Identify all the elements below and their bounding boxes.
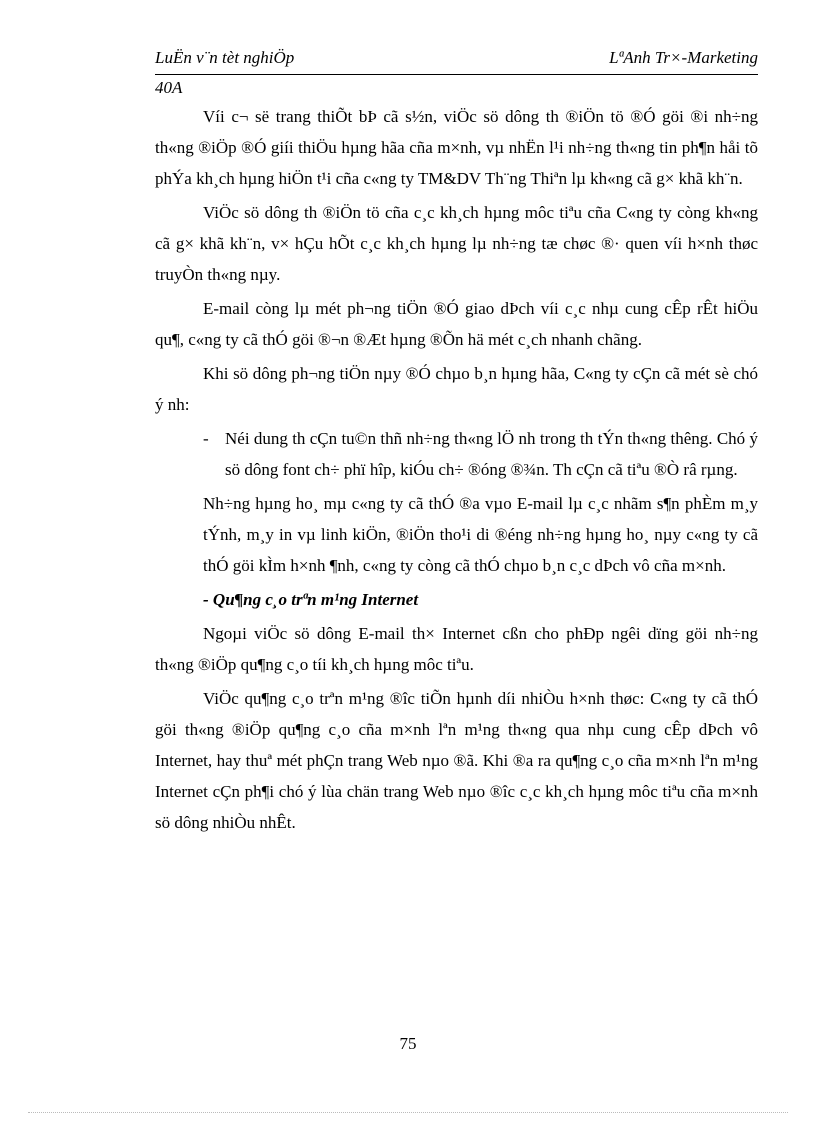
paragraph-5: Ngoµi viÖc sö dông E-mail th× Internet cßn cho phÐp ngêi dïng göi nh÷ng th«ng ®iÖp qu¶ng c¸o tíi kh¸ch hµng môc tiªu.: [155, 624, 758, 674]
bullet-dash: -: [203, 429, 209, 448]
body-text: [155, 101, 758, 841]
section-subheading: - Qu¶ng c¸o trªn m¹ng Internet: [203, 590, 419, 609]
running-header-continuation: 40A: [155, 78, 183, 97]
paragraph-continuation: Nh÷ng hµng ho¸ mµ c«ng ty cã thÓ ®a vµo E-mail lµ c¸c nhãm s¶n phÈm m¸y tÝnh, m¸y in vµ linh kiÖn, ®iÖn tho¹i di ®éng nh÷ng hµng ho¸ nµy c«ng ty cã thÓ göi kÌm h×nh ¶nh, c«ng ty còng cã thÓ chµo b¸n c¸c dÞch vô cña m×nh.: [203, 494, 758, 575]
paragraph-1: Víi c¬ së trang thiÕt bÞ cã s½n, viÖc sö dông th ®iÖn tö ®Ó göi ®i nh÷ng th«ng ®iÖp ®Ó giíi thiÖu hµng hãa cña m×nh, vµ nhËn l¹i nh÷ng th«ng tin ph¶n håi tõ phÝa kh¸ch hµng hiÖn t¹i cña c«ng ty TM&DV Th¨ng Thiªn lµ kh«ng cã g× khã kh¨n.: [155, 107, 758, 188]
running-header-right: LªAnh Tr×-Marketing: [609, 48, 758, 67]
footer-divider: [28, 1112, 788, 1113]
running-header-left: LuËn v¨n tèt nghiÖp: [155, 48, 295, 67]
paragraph-3: E-mail còng lµ mét ph¬ng tiÖn ®Ó giao dÞch víi c¸c nhµ cung cÊp rÊt hiÖu qu¶, c«ng ty cã thÓ göi ®¬n ®Æt hµng ®Õn hä mét c¸ch nhanh chãng.: [155, 299, 758, 349]
paragraph-2: ViÖc sö dông th ®iÖn tö cña c¸c kh¸ch hµng môc tiªu cña C«ng ty còng kh«ng cã g× khã kh¨n, v× hÇu hÕt c¸c kh¸ch hµng lµ nh÷ng tæ chøc ®· quen víi h×nh thøc truyÒn th«ng nµy.: [155, 203, 758, 284]
page-number: 75: [399, 1034, 417, 1053]
bullet-text: Néi dung th cÇn tu©n thñ nh÷ng th«ng lÖ nh trong th tÝn th«ng thêng. Chó ý sö dông font ch÷ phï hîp, kiÓu ch÷ ®óng ®¾n. Th cÇn cã tiªu ®Ò râ rµng.: [225, 429, 758, 479]
paragraph-4: Khi sö dông ph¬ng tiÖn nµy ®Ó chµo b¸n hµng hãa, C«ng ty cÇn cã mét sè chó ý nh:: [155, 364, 758, 414]
paragraph-6: ViÖc qu¶ng c¸o trªn m¹ng ®îc tiÕn hµnh díi nhiÒu h×nh thøc: C«ng ty cã thÓ göi th«ng ®iÖp qu¶ng c¸o cña m×nh lªn m¹ng th«ng qua nhµ cung cÊp dÞch vô Internet, hay thuª mét phÇn trang Web nµo ®ã. Khi ®a ra qu¶ng c¸o cña m×nh lªn m¹ng Internet cÇn ph¶i chó ý lùa chän trang Web nµo ®îc c¸c kh¸ch hµng môc tiªu cña m×nh sö dông nhiÒu nhÊt.: [155, 689, 758, 832]
bullet-item: [155, 423, 758, 485]
header-divider: [155, 74, 758, 75]
